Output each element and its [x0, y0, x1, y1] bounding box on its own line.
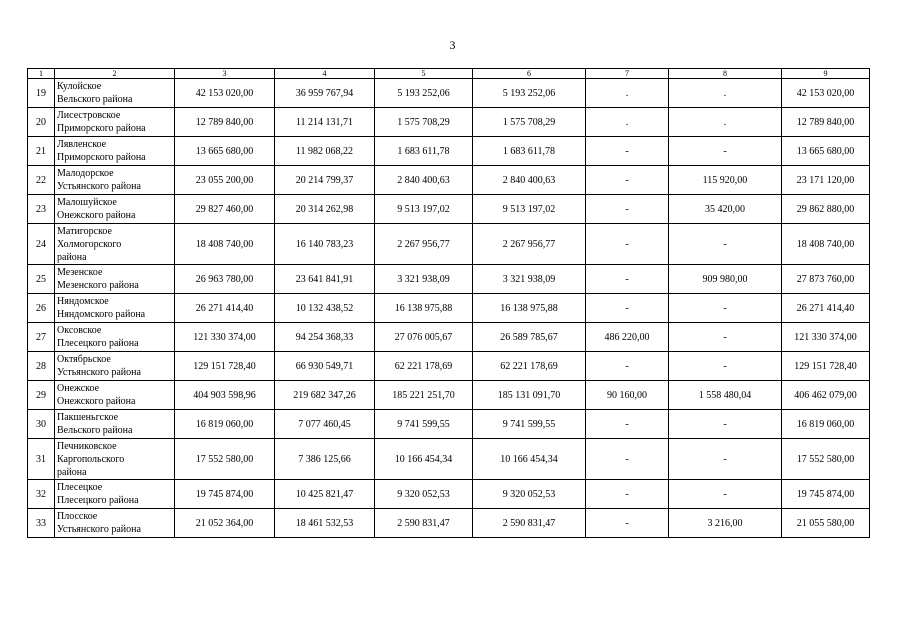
table-header [28, 69, 870, 79]
cell-col-7: - [586, 265, 669, 294]
column-header-6: 6 [473, 69, 586, 79]
cell-col-8: 909 980,00 [669, 265, 782, 294]
cell-col-6: 9 320 052,53 [473, 480, 586, 509]
cell-col-5: 9 513 197,02 [375, 195, 473, 224]
cell-col-7: - [586, 294, 669, 323]
municipality-name-line: Малодорское [57, 168, 114, 179]
cell-col-6: 5 193 252,06 [473, 79, 586, 108]
cell-col-8: - [669, 294, 782, 323]
cell-col-8: - [669, 480, 782, 509]
municipality-name [55, 509, 175, 538]
cell-col-9: 29 862 880,00 [782, 195, 870, 224]
municipality-name-line: Кулойское [57, 81, 102, 92]
cell-col-9: 17 552 580,00 [782, 439, 870, 480]
cell-col-9: 406 462 079,00 [782, 381, 870, 410]
table-row [28, 166, 870, 195]
municipality-name-line: Плесецкое [57, 482, 103, 493]
municipality-name-line: Онежское [57, 383, 100, 394]
cell-col-7: - [586, 352, 669, 381]
column-header-4: 4 [275, 69, 375, 79]
cell-col-3: 26 963 780,00 [175, 265, 275, 294]
municipality-name [55, 265, 175, 294]
municipality-name [55, 79, 175, 108]
row-number: 32 [28, 480, 55, 509]
cell-col-5: 185 221 251,70 [375, 381, 473, 410]
cell-col-3: 29 827 460,00 [175, 195, 275, 224]
cell-col-6: 10 166 454,34 [473, 439, 586, 480]
cell-col-3: 121 330 374,00 [175, 323, 275, 352]
table-row [28, 352, 870, 381]
cell-col-7: - [586, 480, 669, 509]
cell-col-5: 9 741 599,55 [375, 410, 473, 439]
cell-col-4: 66 930 549,71 [275, 352, 375, 381]
municipality-name-line: Каргопольского [57, 453, 125, 465]
row-number: 29 [28, 381, 55, 410]
cell-col-7: - [586, 137, 669, 166]
cell-col-4: 10 425 821,47 [275, 480, 375, 509]
cell-col-9: 13 665 680,00 [782, 137, 870, 166]
cell-col-3: 16 819 060,00 [175, 410, 275, 439]
row-number: 27 [28, 323, 55, 352]
cell-col-5: 9 320 052,53 [375, 480, 473, 509]
cell-col-6: 2 267 956,77 [473, 224, 586, 265]
municipality-name-line: Устьянского района [57, 367, 141, 378]
municipality-name [55, 166, 175, 195]
municipality-name [55, 480, 175, 509]
cell-col-7: - [586, 410, 669, 439]
municipality-name-line: Малошуйское [57, 197, 117, 208]
cell-col-3: 21 052 364,00 [175, 509, 275, 538]
cell-col-3: 42 153 020,00 [175, 79, 275, 108]
table-row [28, 224, 870, 265]
cell-col-3: 404 903 598,96 [175, 381, 275, 410]
cell-col-7: - [586, 224, 669, 265]
cell-col-5: 1 683 611,78 [375, 137, 473, 166]
cell-col-7: . [586, 79, 669, 108]
cell-col-8: - [669, 410, 782, 439]
cell-col-3: 13 665 680,00 [175, 137, 275, 166]
cell-col-4: 16 140 783,23 [275, 224, 375, 265]
cell-col-6: 2 840 400,63 [473, 166, 586, 195]
municipality-name-line: Няндомское [57, 296, 109, 307]
municipality-name-line: Матигорское [57, 225, 112, 237]
municipality-name [55, 137, 175, 166]
cell-col-9: 21 055 580,00 [782, 509, 870, 538]
cell-col-3: 23 055 200,00 [175, 166, 275, 195]
cell-col-6: 1 683 611,78 [473, 137, 586, 166]
municipality-name-line: Устьянского района [57, 524, 141, 535]
municipality-name-line: Лисестровское [57, 110, 121, 121]
municipality-name-line: Вельского района [57, 425, 133, 436]
municipality-name [55, 352, 175, 381]
cell-col-9: 121 330 374,00 [782, 323, 870, 352]
table-row [28, 480, 870, 509]
cell-col-8: 115 920,00 [669, 166, 782, 195]
column-header-5: 5 [375, 69, 473, 79]
cell-col-7: - [586, 195, 669, 224]
cell-col-5: 2 267 956,77 [375, 224, 473, 265]
cell-col-4: 11 214 131,71 [275, 108, 375, 137]
cell-col-7: . [586, 108, 669, 137]
cell-col-6: 9 513 197,02 [473, 195, 586, 224]
cell-col-5: 3 321 938,09 [375, 265, 473, 294]
row-number: 20 [28, 108, 55, 137]
row-number: 26 [28, 294, 55, 323]
cell-col-6: 26 589 785,67 [473, 323, 586, 352]
cell-col-9: 16 819 060,00 [782, 410, 870, 439]
column-header-3: 3 [175, 69, 275, 79]
cell-col-4: 11 982 068,22 [275, 137, 375, 166]
cell-col-9: 19 745 874,00 [782, 480, 870, 509]
cell-col-9: 42 153 020,00 [782, 79, 870, 108]
cell-col-6: 16 138 975,88 [473, 294, 586, 323]
municipality-name-line: Холмогорского [57, 238, 122, 250]
municipality-name [55, 410, 175, 439]
table-row [28, 79, 870, 108]
row-number: 24 [28, 224, 55, 265]
cell-col-7: 90 160,00 [586, 381, 669, 410]
municipality-name [55, 381, 175, 410]
cell-col-3: 26 271 414,40 [175, 294, 275, 323]
cell-col-4: 36 959 767,94 [275, 79, 375, 108]
row-number: 30 [28, 410, 55, 439]
table-row [28, 509, 870, 538]
budget-table [27, 68, 870, 538]
cell-col-4: 20 314 262,98 [275, 195, 375, 224]
cell-col-5: 5 193 252,06 [375, 79, 473, 108]
municipality-name [55, 108, 175, 137]
cell-col-8: - [669, 224, 782, 265]
municipality-name-line: Оксовское [57, 325, 102, 336]
cell-col-8: 1 558 480,04 [669, 381, 782, 410]
cell-col-3: 18 408 740,00 [175, 224, 275, 265]
municipality-name-line: Онежского района [57, 396, 136, 407]
cell-col-7: - [586, 509, 669, 538]
municipality-name-line: Устьянского района [57, 181, 141, 192]
cell-col-8: - [669, 352, 782, 381]
cell-col-9: 27 873 760,00 [782, 265, 870, 294]
cell-col-4: 23 641 841,91 [275, 265, 375, 294]
cell-col-4: 10 132 438,52 [275, 294, 375, 323]
cell-col-5: 27 076 005,67 [375, 323, 473, 352]
table-row [28, 294, 870, 323]
municipality-name-line: Приморского района [57, 123, 146, 134]
table-row [28, 410, 870, 439]
municipality-name-line: Приморского района [57, 152, 146, 163]
cell-col-5: 16 138 975,88 [375, 294, 473, 323]
municipality-name-line: Печниковское [57, 440, 117, 452]
column-header-7: 7 [586, 69, 669, 79]
cell-col-6: 62 221 178,69 [473, 352, 586, 381]
municipality-name-line: Плосское [57, 511, 98, 522]
cell-col-6: 2 590 831,47 [473, 509, 586, 538]
cell-col-4: 20 214 799,37 [275, 166, 375, 195]
column-header-1: 1 [28, 69, 55, 79]
municipality-name-line: Пакшеньгское [57, 412, 119, 423]
municipality-name [55, 294, 175, 323]
cell-col-6: 1 575 708,29 [473, 108, 586, 137]
cell-col-9: 129 151 728,40 [782, 352, 870, 381]
cell-col-7: - [586, 439, 669, 480]
cell-col-7: 486 220,00 [586, 323, 669, 352]
column-header-9: 9 [782, 69, 870, 79]
cell-col-5: 2 590 831,47 [375, 509, 473, 538]
table-row [28, 195, 870, 224]
cell-col-5: 2 840 400,63 [375, 166, 473, 195]
cell-col-6: 185 131 091,70 [473, 381, 586, 410]
municipality-name-line: Лявленское [57, 139, 107, 150]
cell-col-4: 7 077 460,45 [275, 410, 375, 439]
table-row [28, 137, 870, 166]
cell-col-4: 7 386 125,66 [275, 439, 375, 480]
row-number: 31 [28, 439, 55, 480]
row-number: 19 [28, 79, 55, 108]
municipality-name-line: Октябрьское [57, 354, 111, 365]
row-number: 25 [28, 265, 55, 294]
table-row [28, 381, 870, 410]
municipality-name-line: района [57, 251, 87, 263]
cell-col-7: - [586, 166, 669, 195]
municipality-name [55, 439, 175, 480]
cell-col-3: 129 151 728,40 [175, 352, 275, 381]
column-header-8: 8 [669, 69, 782, 79]
cell-col-8: - [669, 439, 782, 480]
municipality-name-line: Онежского района [57, 210, 136, 221]
page-number: 3 [449, 38, 456, 52]
cell-col-9: 18 408 740,00 [782, 224, 870, 265]
table-row [28, 439, 870, 480]
cell-col-9: 12 789 840,00 [782, 108, 870, 137]
municipality-name-line: Вельского района [57, 94, 133, 105]
cell-col-5: 1 575 708,29 [375, 108, 473, 137]
cell-col-3: 12 789 840,00 [175, 108, 275, 137]
cell-col-6: 9 741 599,55 [473, 410, 586, 439]
cell-col-5: 62 221 178,69 [375, 352, 473, 381]
municipality-name [55, 323, 175, 352]
municipality-name-line: Плесецкого района [57, 338, 139, 349]
municipality-name [55, 195, 175, 224]
cell-col-4: 94 254 368,33 [275, 323, 375, 352]
table-row [28, 265, 870, 294]
municipality-name [55, 224, 175, 265]
cell-col-3: 17 552 580,00 [175, 439, 275, 480]
cell-col-5: 10 166 454,34 [375, 439, 473, 480]
cell-col-9: 26 271 414,40 [782, 294, 870, 323]
table-row [28, 323, 870, 352]
cell-col-4: 219 682 347,26 [275, 381, 375, 410]
cell-col-8: - [669, 137, 782, 166]
column-header-2: 2 [55, 69, 175, 79]
cell-col-8: 3 216,00 [669, 509, 782, 538]
row-number: 21 [28, 137, 55, 166]
municipality-name-line: Мезенского района [57, 280, 139, 291]
cell-col-9: 23 171 120,00 [782, 166, 870, 195]
cell-col-6: 3 321 938,09 [473, 265, 586, 294]
table-body [28, 79, 870, 538]
row-number: 23 [28, 195, 55, 224]
municipality-name-line: Мезенское [57, 267, 103, 278]
cell-col-8: - [669, 323, 782, 352]
row-number: 22 [28, 166, 55, 195]
row-number: 33 [28, 509, 55, 538]
municipality-name-line: Плесецкого района [57, 495, 139, 506]
row-number: 28 [28, 352, 55, 381]
cell-col-8: . [669, 79, 782, 108]
municipality-name-line: района [57, 466, 87, 478]
cell-col-3: 19 745 874,00 [175, 480, 275, 509]
municipality-name-line: Няндомского района [57, 309, 146, 320]
cell-col-8: 35 420,00 [669, 195, 782, 224]
table-row [28, 108, 870, 137]
cell-col-4: 18 461 532,53 [275, 509, 375, 538]
cell-col-8: . [669, 108, 782, 137]
header-row [28, 69, 870, 79]
